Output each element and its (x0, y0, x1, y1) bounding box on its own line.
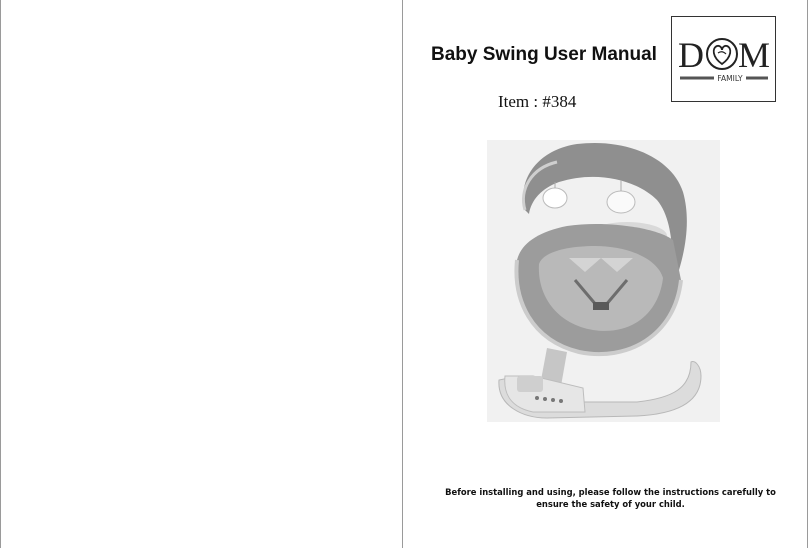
cover-page (403, 0, 808, 548)
left-blank-page (0, 0, 403, 548)
baby-swing-photo (487, 140, 720, 422)
brand-logo (671, 16, 776, 102)
safety-notice: Before installing and using, please follow the instructions carefully to ensure the safety of your child. (445, 487, 776, 509)
logo-letter-m: M (738, 35, 771, 75)
item-number: Item : #384 (498, 92, 577, 111)
logo-subtitle: FAMILY (717, 74, 743, 83)
logo-letter-d: D (678, 35, 704, 75)
manual-title: Baby Swing User Manual (431, 44, 657, 65)
heart-emblem-icon (707, 39, 737, 69)
